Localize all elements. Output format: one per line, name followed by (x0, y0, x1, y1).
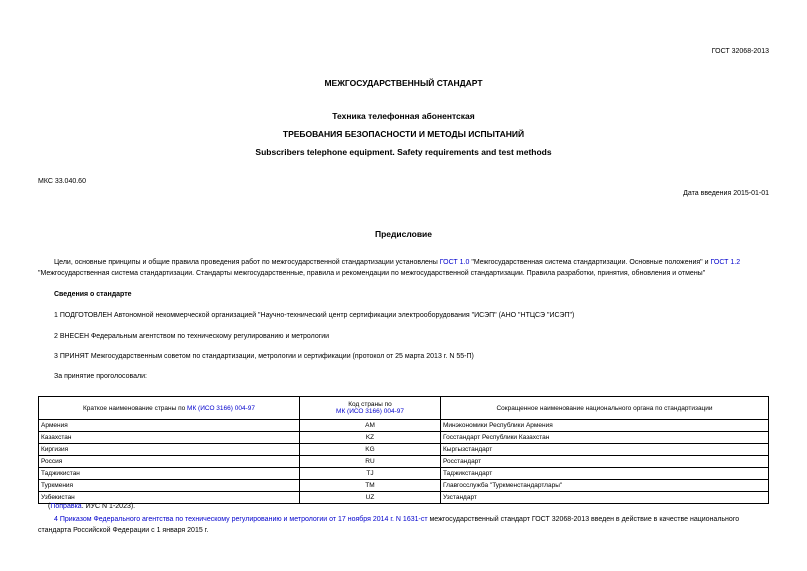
order-link[interactable]: 4 Приказом Федерального агентства по техническому регулированию и метрологии от 17 ноября 2014 г. N 1631-ст (54, 516, 428, 523)
foreword-heading: Предисловие (374, 229, 433, 239)
mk-iso-link[interactable]: МК (ИСО 3166) 004-97 (187, 404, 255, 412)
table-row (39, 420, 769, 432)
country-cell: Узбекистан (39, 492, 300, 504)
foreword-text-2: "Межгосударственная система стандартизации. Основные положения" и (469, 259, 711, 266)
body-cell: Главгосслужба "Туркменстандартлары" (441, 480, 769, 492)
body-cell: Росстандарт (441, 456, 769, 468)
document-subtitle-ru-caps: ТРЕБОВАНИЯ БЕЗОПАСНОСТИ И МЕТОДЫ ИСПЫТАНИЙ (282, 129, 525, 139)
voted-label: За принятие проголосовали: (54, 373, 147, 380)
mk-iso-link[interactable]: МК (ИСО 3166) 004-97 (336, 408, 404, 415)
country-cell: Киргизия (39, 444, 300, 456)
table-header-row (39, 397, 769, 420)
foreword-paragraph (38, 257, 769, 279)
country-cell: Армения (39, 420, 300, 432)
col-code-header (300, 397, 441, 420)
body-cell: Минэкономики Республики Армения (441, 420, 769, 432)
countries-table (38, 396, 769, 504)
code-cell: RU (300, 456, 441, 468)
mks-code: МКС 33.040.60 (38, 178, 86, 185)
code-cell: AM (300, 420, 441, 432)
document-title: МЕЖГОСУДАРСТВЕННЫЙ СТАНДАРТ (324, 78, 483, 88)
table-row (39, 456, 769, 468)
col-code-header-text: Код страны по (348, 401, 392, 408)
country-cell: Таджикистан (39, 468, 300, 480)
table-row (39, 468, 769, 480)
foreword-text-3: "Межгосударственная система стандартизации. Стандарты межгосударственные, правила и рекомендации по межгосударственной стандартизации. Правила разработки, принятия, обновления и отмены" (38, 270, 706, 277)
amendment-link[interactable]: Поправка (50, 503, 82, 510)
table-row (39, 480, 769, 492)
code-cell: TJ (300, 468, 441, 480)
info-item-adopted: 3 ПРИНЯТ Межгосударственным советом по стандартизации, метрологии и сертификации (протокол от 25 марта 2013 г. N 55-П) (54, 353, 474, 360)
amendment-note (48, 503, 135, 510)
document-code: ГОСТ 32068-2013 (711, 48, 769, 55)
body-cell: Госстандарт Республики Казахстан (441, 432, 769, 444)
document-subtitle-en: Subscribers telephone equipment. Safety requirements and test methods (255, 147, 552, 157)
document-subtitle-ru: Техника телефонная абонентская (332, 111, 475, 121)
body-cell: Таджикстандарт (441, 468, 769, 480)
country-cell: Казахстан (39, 432, 300, 444)
body-cell: Узстандарт (441, 492, 769, 504)
info-item-prepared: 1 ПОДГОТОВЛЕН Автономной некоммерческой организацией "Научно-технический центр сертификации электрооборудования "ИСЭП" (АНО "НТЦСЭ "ИСЭП") (54, 312, 575, 319)
col-body-header: Сокращенное наименование национального органа по стандартизации (441, 397, 769, 420)
table-row (39, 432, 769, 444)
table-row (39, 492, 769, 504)
order-text: межгосударственный стандарт ГОСТ 32068-2013 введен в действие в качестве национального стандарта Российской Федерации с 1 января 2015 г. (38, 516, 740, 534)
amendment-text: . ИУС N 1-2023). (81, 503, 136, 510)
foreword-text-1: Цели, основные принципы и общие правила проведения работ по межгосударственной стандартизации установлены (54, 259, 440, 266)
country-cell: Туркмения (39, 480, 300, 492)
code-cell: TM (300, 480, 441, 492)
col-country-header-text: Краткое наименование страны по (83, 404, 188, 412)
gost-1-2-link[interactable]: ГОСТ 1.2 (710, 259, 741, 266)
code-cell: KZ (300, 432, 441, 444)
intro-date: Дата введения 2015-01-01 (683, 190, 769, 197)
order-paragraph (38, 514, 769, 536)
code-cell: UZ (300, 492, 441, 504)
gost-1-0-link[interactable]: ГОСТ 1.0 (439, 259, 470, 266)
country-cell: Россия (39, 456, 300, 468)
info-item-submitted: 2 ВНЕСЕН Федеральным агентством по техническому регулированию и метрологии (54, 333, 330, 340)
table-row (39, 444, 769, 456)
amendment-open: ( (48, 503, 51, 510)
body-cell: Кыргызстандарт (441, 444, 769, 456)
col-country-header (39, 397, 300, 420)
standard-info-heading: Сведения о стандарте (54, 291, 132, 298)
code-cell: KG (300, 444, 441, 456)
